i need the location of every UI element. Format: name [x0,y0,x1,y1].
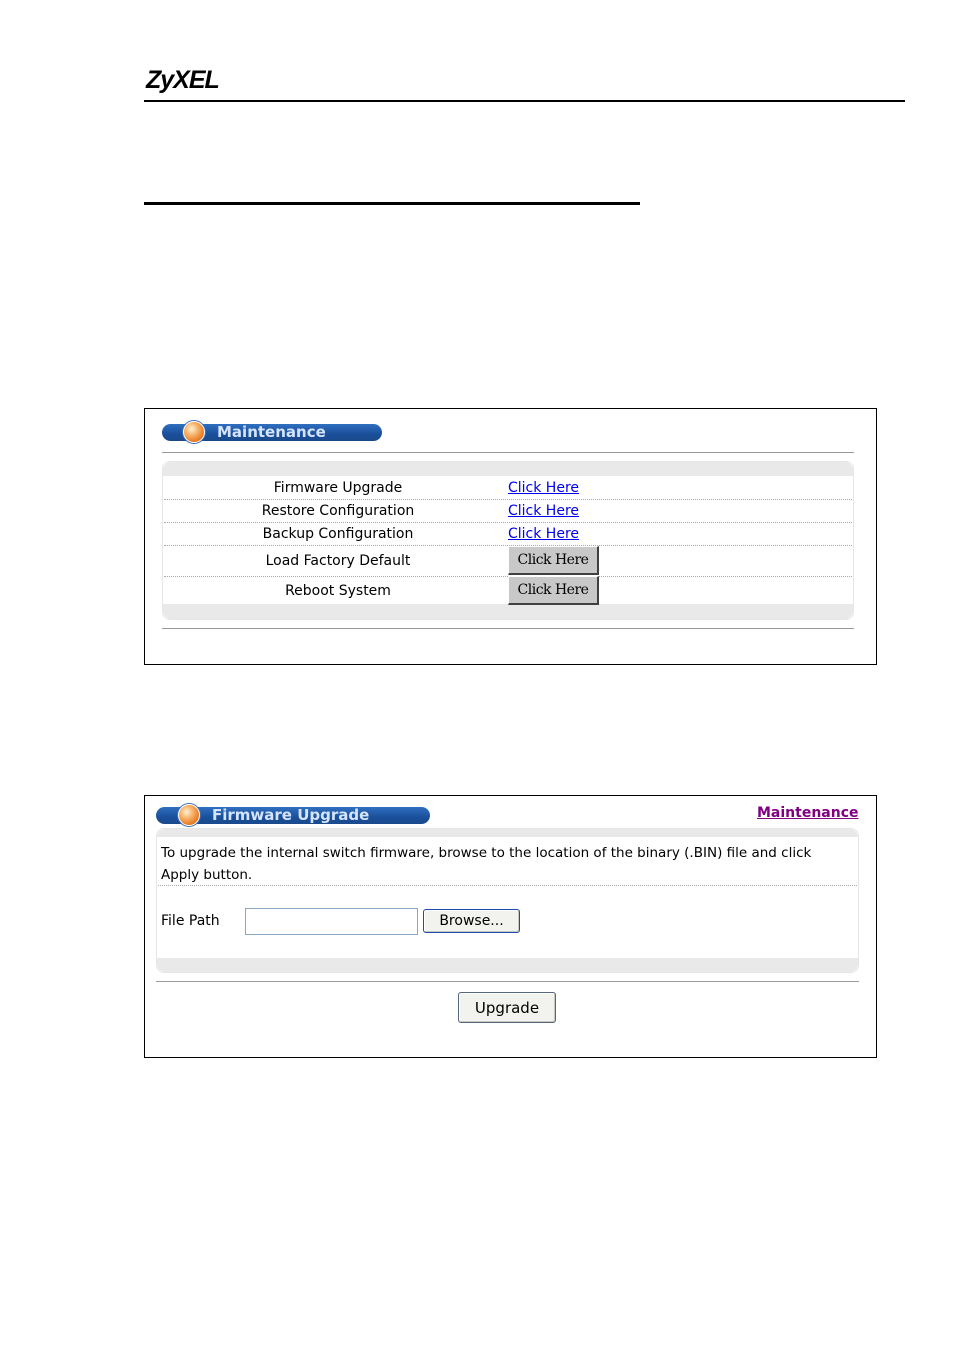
maintenance-title: Maintenance [217,423,326,441]
bottom-divider [162,628,854,629]
file-path-input[interactable] [245,908,418,935]
zyxel-logo: ZyXEL [146,66,219,94]
section-rule [144,202,640,205]
title-divider [162,452,854,453]
firmware-upgrade-link[interactable]: Click Here [508,480,580,496]
load-factory-default-label: Load Factory Default [265,553,411,569]
file-path-label: File Path [161,913,220,929]
maintenance-link[interactable]: Maintenance [757,805,859,821]
reboot-system-label: Reboot System [285,583,391,599]
restore-configuration-label: Restore Configuration [261,503,415,519]
backup-configuration-link[interactable]: Click Here [508,526,580,542]
maintenance-panel [162,461,854,620]
backup-configuration-label: Backup Configuration [262,526,414,542]
orange-ball-icon [183,421,205,443]
restore-configuration-link[interactable]: Click Here [508,503,580,519]
orange-ball-icon [178,804,200,826]
browse-button[interactable]: Browse... [423,909,520,933]
maintenance-screenshot [144,408,877,665]
upgrade-instructions: To upgrade the internal switch firmware, browse to the location of the binary (.BIN) file and click Apply button. [161,845,812,883]
reboot-system-button[interactable]: Click Here [508,576,599,605]
load-factory-default-button[interactable]: Click Here [508,546,599,575]
bottom-divider [156,981,859,982]
header-rule [144,100,905,102]
firmware-upgrade-screenshot [144,795,877,1058]
firmware-upgrade-title: Firmware Upgrade [212,806,370,824]
firmware-upgrade-label: Firmware Upgrade [273,480,403,496]
upgrade-button[interactable]: Upgrade [458,992,556,1023]
